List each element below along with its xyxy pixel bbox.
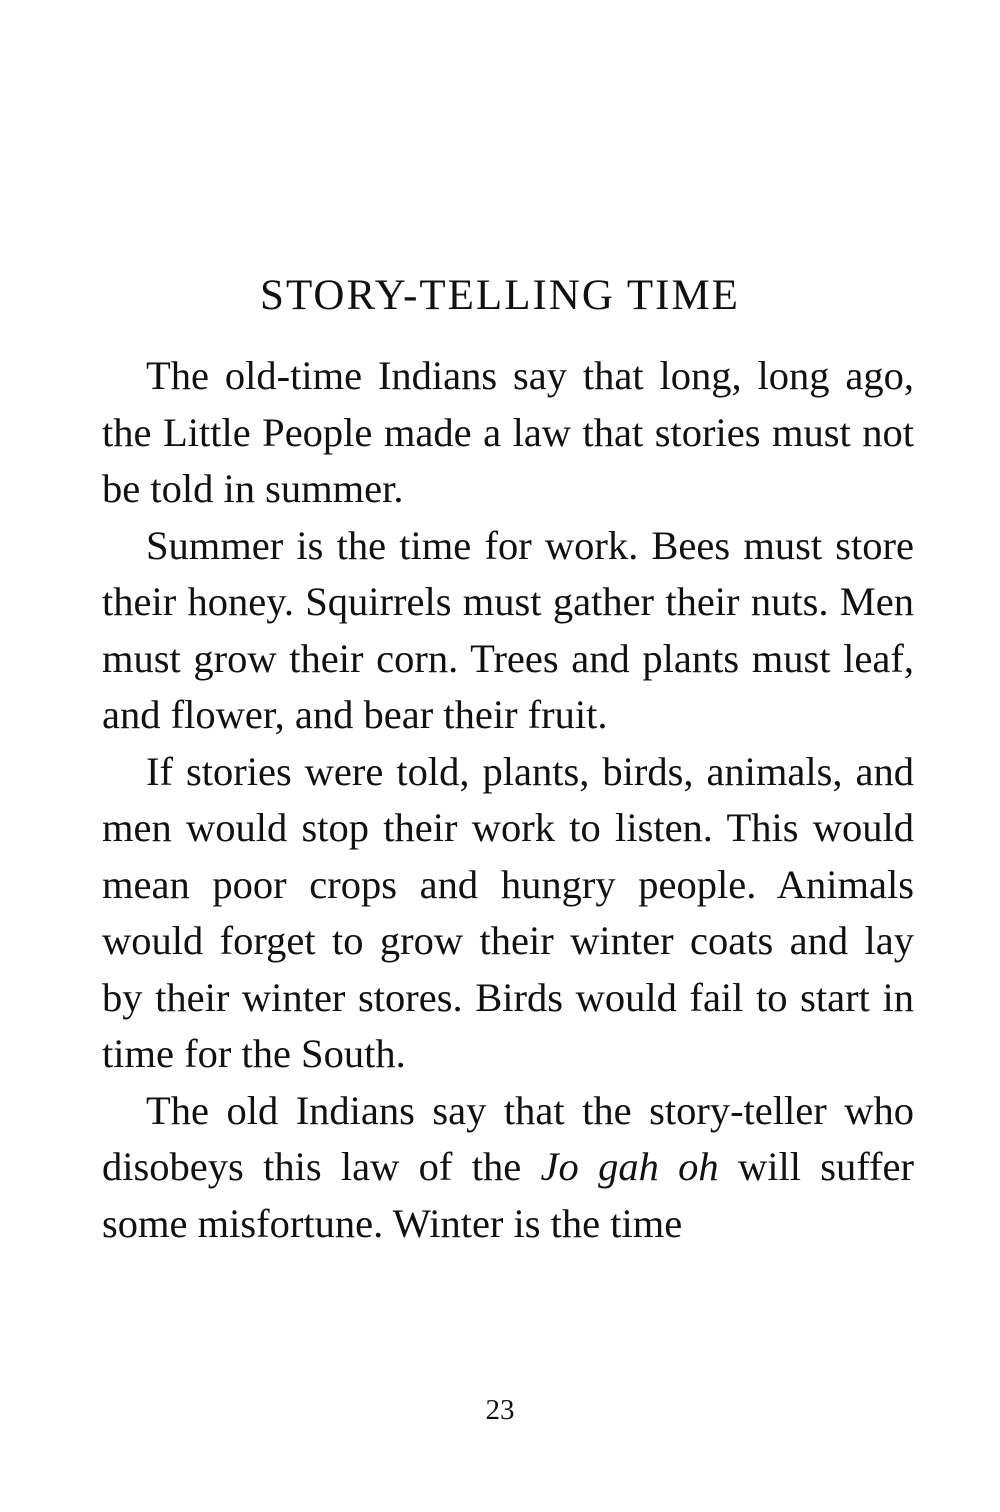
page-number: 23 — [485, 1394, 515, 1426]
paragraph: The old-time Indians say that long, long ago, the Little People made a law that stories must not be told in summer. — [102, 353, 914, 511]
body-text — [102, 348, 914, 1252]
paragraph — [102, 1083, 914, 1253]
chapter-title: STORY-TELLING TIME — [260, 272, 740, 319]
italic-term: Jo gah oh — [540, 1144, 719, 1189]
paragraph: Summer is the time for work. Bees must store their honey. Squirrels must gather their nuts. Men must grow their corn. Trees and plants must leaf, and flower, and bear their fruit. — [102, 522, 914, 737]
paragraph: If stories were told, plants, birds, animals, and men would stop their work to listen. This would mean poor crops and hungry people. Animals would forget to grow their winter coats and lay by their winter stores. Birds would fail to start in time for the South. — [102, 748, 914, 1076]
paragraph-text: will suffer some misfortune. Winter is the time — [102, 1144, 914, 1246]
paragraph-text: The old Indians say that the story-teller who disobeys this law of the — [102, 1087, 914, 1189]
